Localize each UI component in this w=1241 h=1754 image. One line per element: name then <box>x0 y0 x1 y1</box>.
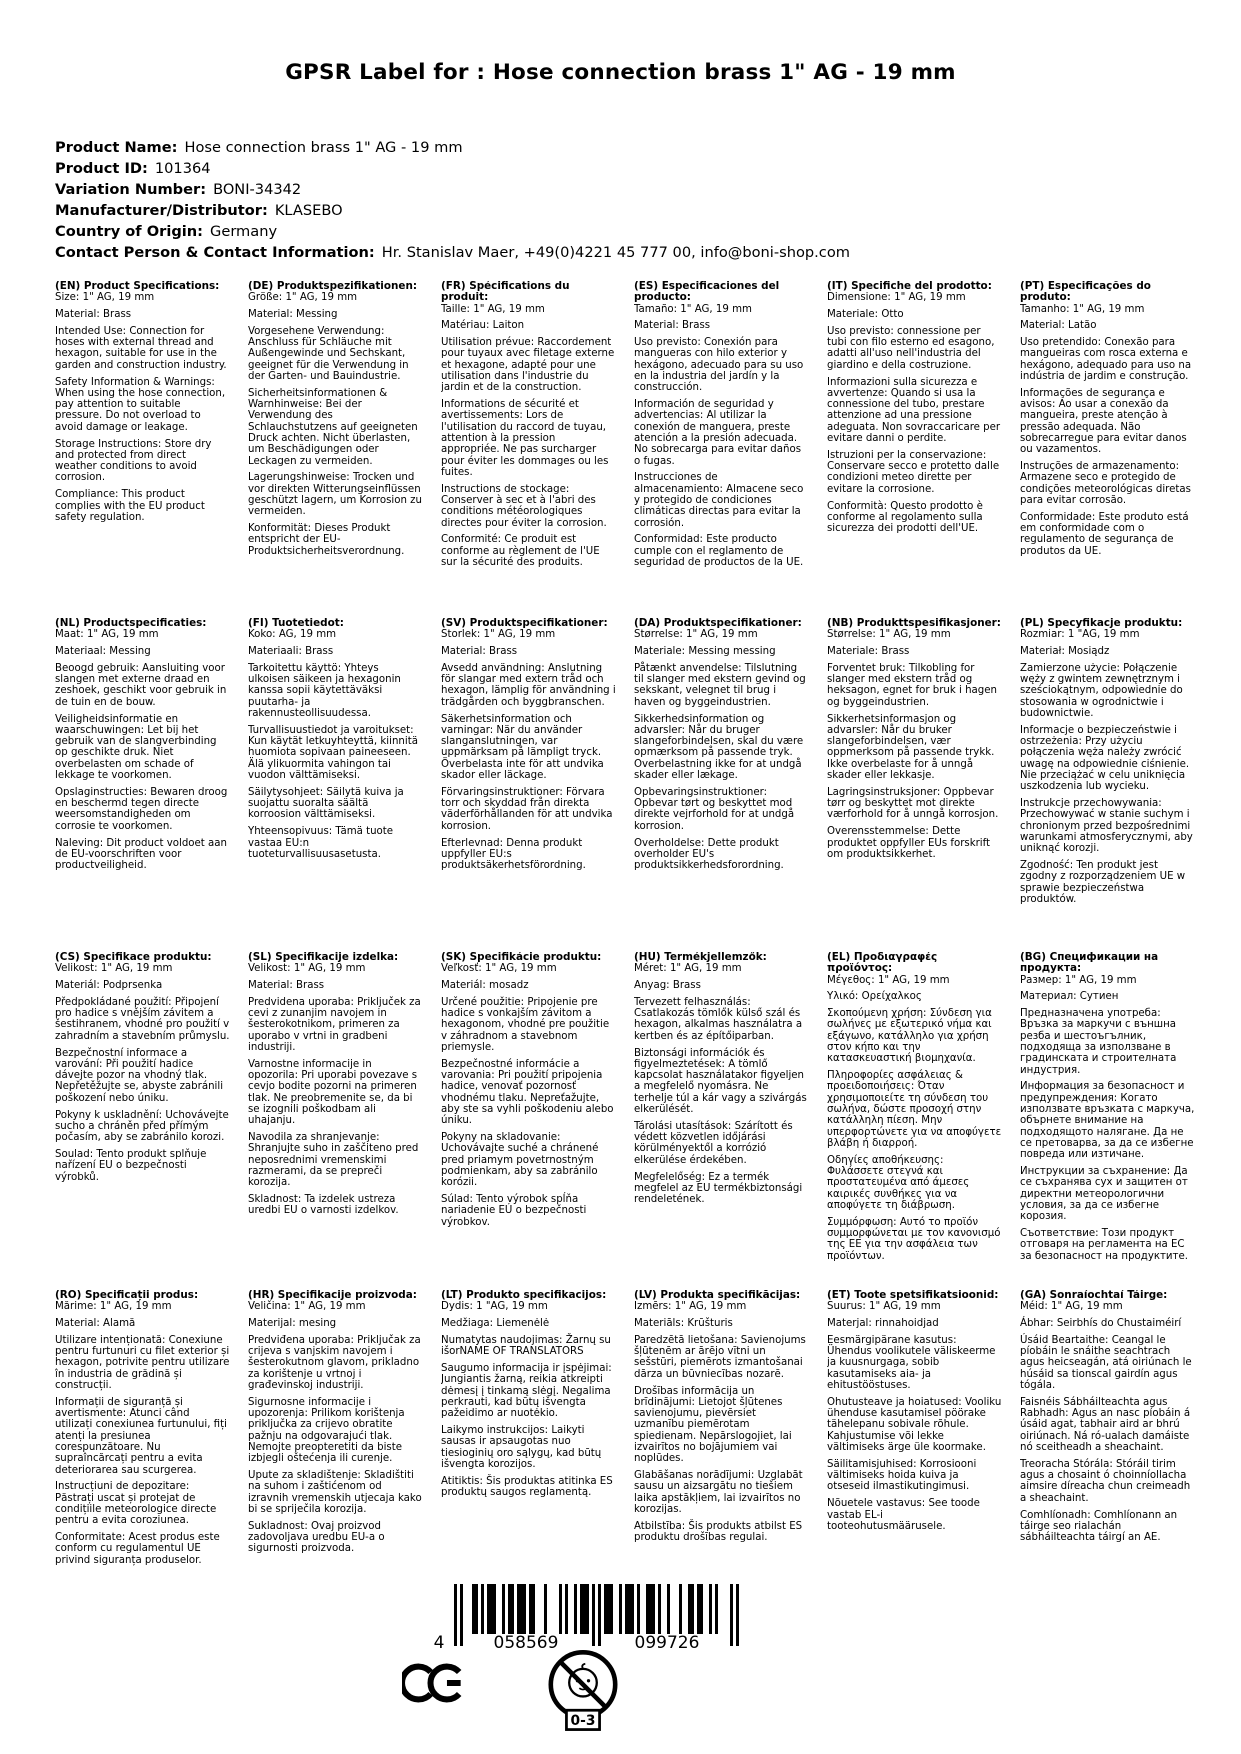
info-label: Product Name: <box>55 139 178 156</box>
lang-block-bg <box>1020 952 1195 1290</box>
block-heading: (NL) Productspecificaties: <box>55 618 207 629</box>
block-heading: (DA) Produktspecifikationer: <box>634 618 802 629</box>
block-paragraph: Ohutusteave ja hoiatused: Vooliku ühenduse kasutamisel pöörake tähelepanu sobivale rõhule. Kahjustumise või lekke vältimiseks ärge üle koormake. <box>827 1396 1002 1454</box>
block-paragraph: Предназначена употреба: Връзка за маркучи с външна резба и шестоъгълник, подходяща за използване в градинската и строителната индустрия. <box>1020 1008 1177 1076</box>
block-paragraph: Информация за безопасност и предупреждения: Когато използвате връзката с маркуча, обърнете внимание на подходящото налягане. Да не се претоварва, за да се избегне повреда или изтичане. <box>1020 1081 1195 1161</box>
lang-block-nl <box>55 618 230 952</box>
block-paragraph: Intended Use: Connection for hoses with external thread and hexagon, suitable for use in the garden and construction industry. <box>55 325 227 371</box>
block-paragraph: Materiale: Brass <box>827 646 910 658</box>
info-line <box>55 138 850 159</box>
block-paragraph: Säkerhetsinformation och varningar: När du använder slanganslutningen, var uppmärksam på lämpligt tryck. Överbelasta inte för att undvika skador eller läckage. <box>441 713 604 782</box>
block-paragraph: Opbevaringsinstruktioner: Opbevar tørt og beskyttet mod direkte vejrforhold for at undgå korrosion. <box>634 786 795 832</box>
info-value: 101364 <box>154 159 211 177</box>
lang-block-en <box>55 281 230 618</box>
ean13-barcode-svg <box>428 1582 746 1652</box>
block-paragraph: Informazioni sulla sicurezza e avvertenze: Quando si usa la connessione del tubo, prestare attenzione ad una pressione adeguata. Non sovraccaricare per evitare danni o perdite. <box>827 376 1001 445</box>
lang-block-it <box>827 281 1002 618</box>
block-paragraph: Материал: Сутиен <box>1020 991 1119 1003</box>
block-paragraph: Sikkerhetsinformasjon og advarsler: Når du bruker slangeforbindelsen, vær oppmerksom på passende trykk. Ikke overbelaste for å unngå skader eller lekkasje. <box>827 713 995 782</box>
block-paragraph: Suurus: 1" AG, 19 mm <box>827 1301 941 1313</box>
block-paragraph: Størrelse: 1" AG, 19 mm <box>634 629 758 641</box>
info-line <box>55 222 850 243</box>
block-paragraph: Faisnéis Sábháilteachta agus Rabhadh: Agus an nasc píobáin á úsáid agat, tabhair aird ar bhrú oiriúnach. Ná ró-ualach damáiste nó sceitheadh a sheachaint. <box>1020 1396 1191 1454</box>
info-label: Contact Person & Contact Information: <box>55 243 375 261</box>
info-line <box>55 201 850 222</box>
block-paragraph: Uso previsto: connessione per tubi con filo esterno ed esagono, adatti all'uso nell'industria del giardino e della costruzione. <box>827 325 995 371</box>
block-paragraph: Storlek: 1" AG, 19 mm <box>441 629 556 641</box>
block-heading: (PL) Specyfikacje produktu: <box>1020 618 1183 629</box>
block-paragraph: Glabāšanas norādījumi: Uzglabāt sausu un aizsargātu no tiešiem laika apstākļiem, lai izvairītos no korozijas. <box>634 1470 803 1516</box>
block-heading: (EL) Προδιαγραφές προϊόντος: <box>827 952 938 975</box>
block-heading: (HR) Specifikacije proizvoda: <box>248 1290 417 1301</box>
block-heading: (DE) Produktspezifikationen: <box>248 281 417 292</box>
block-paragraph: Säilitamisjuhised: Korrosiooni vältimiseks hoida kuiva ja otseseid ilmastikutingimusi. <box>827 1458 977 1493</box>
block-paragraph: Instructions de stockage: Conserver à sec et à l'abri des conditions météorologiques directes pour éviter la corrosion. <box>441 483 607 529</box>
block-paragraph: Utilizare intenționată: Conexiune pentru furtunuri cu filet exterior și hexagon, potrivite pentru utilizare în industria de grădină și construcții. <box>55 1334 230 1392</box>
block-paragraph: Uso pretendido: Conexão para mangueiras com rosca externa e hexágono, adequado para uso na indústria de jardim e construção. <box>1020 337 1192 383</box>
block-heading: (ET) Toote spetsifikatsioonid: <box>827 1290 999 1301</box>
block-paragraph: Predvidena uporaba: Priključek za cevi z zunanjim navojem in šesterokotnikom, primeren za uporabo v vrtni in gradbeni industriji. <box>248 996 421 1054</box>
block-paragraph: Soulad: Tento produkt splňuje nařízení EU o bezpečnosti výrobků. <box>55 1148 207 1183</box>
block-paragraph: Forventet bruk: Tilkobling for slanger med ekstern tråd og heksagon, egnet for bruk i hagen og byggeindustrien. <box>827 662 997 708</box>
block-paragraph: Súlad: Tento výrobok spĺňa nariadenie EÚ o bezpečnosti výrobkov. <box>441 1194 587 1228</box>
block-paragraph: Συμμόρφωση: Αυτό το προϊόν συμμορφώνεται με τον κανονισμό της ΕΕ για την ασφάλεια των προϊόντων. <box>827 1216 1001 1262</box>
age-warning-label: 0-3 <box>570 1712 596 1729</box>
block-paragraph: Sikkerhedsinformation og advarsler: Når du bruger slangeforbindelsen, skal du være opmærksom på passende tryk. Overbelastning ikke for at undgå skader eller lækage. <box>634 713 804 782</box>
block-paragraph: Maat: 1" AG, 19 mm <box>55 629 159 641</box>
block-paragraph: Vorgesehene Verwendung: Anschluss für Schläuche mit Außengewinde und Sechskant, geeignet für die Verwendung in der Garten- und Bauindustrie. <box>248 325 409 383</box>
block-paragraph: Μέγεθος: 1" AG, 19 mm <box>827 974 950 986</box>
block-paragraph: Materiał: Mosiądz <box>1020 646 1110 658</box>
block-heading: (PT) Especificações do produto: <box>1020 281 1151 304</box>
block-heading: (RO) Specificații produs: <box>55 1290 199 1301</box>
lang-block-da <box>634 618 809 952</box>
block-paragraph: Tárolási utasítások: Szárított és védett közvetlen időjárási körülményektől a korrózió elkerülése érdekében. <box>634 1120 793 1166</box>
block-paragraph: Instrucțiuni de depozitare: Păstrați uscat și protejat de condițiile meteorologice directe pentru a evita coroziunea. <box>55 1481 217 1527</box>
block-paragraph: Anyag: Brass <box>634 980 701 992</box>
block-paragraph: Méid: 1" AG, 19 mm <box>1020 1301 1123 1313</box>
lang-block-sl <box>248 952 423 1290</box>
block-paragraph: Turvallisuustiedot ja varoitukset: Kun käytät letkuyhteyttä, kiinnitä huomiota sopivaan paineeseen. Älä ylikuormita vahingon tai vuodon välttämiseksi. <box>248 724 418 782</box>
block-paragraph: Tarkoitettu käyttö: Yhteys ulkoisen säikeen ja hexagonin kanssa sopii käytettäväksi puutarha- ja rakennusteollisuudessa. <box>248 662 401 720</box>
block-heading: (HU) Termékjellemzők: <box>634 952 767 963</box>
lang-block-sv <box>441 618 616 952</box>
block-paragraph: Veličina: 1" AG, 19 mm <box>248 1301 366 1313</box>
block-paragraph: Lagerungshinweise: Trocken und vor direkten Witterungseinflüssen geschützt lagern, um Korrosion zu vermeiden. <box>248 472 422 518</box>
block-paragraph: Eesmärgipärane kasutus: Ühendus voolikutele väliskeerme ja kuusnurgaga, sobib kasutamiseks aia- ja ehitustööstuses. <box>827 1334 996 1392</box>
block-paragraph: Material: Alamă <box>55 1318 136 1330</box>
block-paragraph: Skladnost: Ta izdelek ustreza uredbi EU o varnosti izdelkov. <box>248 1194 399 1217</box>
block-paragraph: Overensstemmelse: Dette produktet oppfyller EUs forskrift om produktsikkerhet. <box>827 826 991 860</box>
product-info-section <box>55 138 850 263</box>
block-paragraph: Размер: 1" AG, 19 mm <box>1020 974 1137 986</box>
info-line <box>55 180 850 201</box>
block-paragraph: Medžiaga: Liemenėlė <box>441 1318 550 1330</box>
block-paragraph: Compliance: This product complies with the EU product safety regulation. <box>55 489 205 523</box>
block-paragraph: Υλικό: Ορείχαλκος <box>827 991 922 1003</box>
lang-block-hu <box>634 952 809 1290</box>
block-paragraph: Sicherheitsinformationen & Warnhinweise: Bei der Verwendung des Schlauchstutzens auf geeigneten Druck achten. Nicht überlasten, um Beschädigungen oder Leckagen zu vermeiden. <box>248 387 418 467</box>
block-paragraph: Atbilstība: Šis produkts atbilst ES produktu drošības regulai. <box>634 1520 803 1544</box>
lang-block-lv <box>634 1290 809 1566</box>
block-paragraph: Opslaginstructies: Bewaren droog en beschermd tegen directe weersomstandigheden om corrosie te voorkomen. <box>55 786 228 832</box>
block-paragraph: Lagringsinstruksjoner: Oppbevar tørr og beskyttet mot direkte værforhold for å unngå korrosjon. <box>827 786 999 821</box>
info-label: Product ID: <box>55 159 148 177</box>
block-paragraph: Drošības informācija un brīdinājumi: Lietojot šļūtenes savienojumu, pievērsiet uzmanību piemērotam spiedienam. Nepārslogojiet, lai izvairītos no bojājumiem vai noplūdes. <box>634 1385 792 1465</box>
page-title: GPSR Label for : Hose connection brass 1" AG - 19 mm <box>285 60 956 85</box>
block-paragraph: Materiál: mosadz <box>441 980 529 992</box>
block-paragraph: Съответствие: Този продукт отговаря на регламента на ЕС за безопасност на продуктите. <box>1020 1228 1188 1262</box>
block-paragraph: Navodila za shranjevanje: Shranjujte suho in zaščiteno pred neposrednimi vremenskimi razmerami, da se prepreči korozija. <box>248 1132 419 1189</box>
block-paragraph: Yhteensopivuus: Tämä tuote vastaa EU:n tuoteturvallisuusasetusta. <box>248 826 394 860</box>
block-paragraph: Paredzētā lietošana: Savienojums šļūtenēm ar ārējo vītni un sešstūri, piemērots izmantošanai dārza un būvniecības nozarē. <box>634 1334 806 1380</box>
lang-block-es <box>634 281 809 618</box>
block-paragraph: Biztonsági információk és figyelmeztetések: A tömlő kapcsolat használatakor figyeljen a megfelelő nyomásra. Ne terhelje túl a kár vagy a szivárgás elkerülését. <box>634 1047 807 1116</box>
block-paragraph: Předpokládané použití: Připojení pro hadice s vnějším závitem a šestihranem, vhodné pro použití v zahradním a stavebním průmyslu. <box>55 996 230 1042</box>
block-paragraph: Pokyny na skladovanie: Uchovávajte suché a chránené pred priamym povetrnostným podmienkam, aby sa zabránilo korózii. <box>441 1132 599 1189</box>
block-paragraph: Σκοπούμενη χρήση: Σύνδεση για σωλήνες με εξωτερικό νήμα και εξάγωνο, κατάλληλο για χρήση στον κήπο και την κατασκευαστική βιομηχανία. <box>827 1008 992 1065</box>
block-paragraph: Treoracha Stórála: Stóráil tirim agus a chosaint ó choinníollacha aimsire díreacha chun creimeadh a sheachaint. <box>1020 1458 1191 1504</box>
block-paragraph: Инструкции за съхранение: Да се съхранява сух и защитен от директни метеорологични условия, за да се избегне корозия. <box>1020 1166 1188 1223</box>
block-paragraph: Conformidad: Este producto cumple con el reglamento de seguridad de productos de la UE. <box>634 534 804 569</box>
block-heading: (LT) Produkto specifikacijos: <box>441 1290 607 1301</box>
block-paragraph: Påtænkt anvendelse: Tilslutning til slanger med ekstern gevind og sekskant, velegnet til brug i haven og byggeindustrien. <box>634 662 806 708</box>
block-heading: (GA) Sonraíochtaí Táirge: <box>1020 1290 1168 1301</box>
block-paragraph: Velikost: 1" AG, 19 mm <box>55 963 173 975</box>
lang-block-fi <box>248 618 423 952</box>
block-paragraph: Mărime: 1" AG, 19 mm <box>55 1301 172 1313</box>
block-paragraph: Informações de segurança e avisos: Ao usar a conexão da mangueira, preste atenção à pressão adequada. Não sobrecarregue para evitar danos ou vazamentos. <box>1020 387 1187 456</box>
block-paragraph: Saugumo informacija ir įspėjimai: Jungiantis žarną, reikia atkreipti dėmesį į tinkamą slėgį. Negalima perkrauti, kad būtų išvengta pažeidimo ar nuotėkio. <box>441 1362 612 1420</box>
age-warning-0-3-icon <box>546 1644 620 1740</box>
block-paragraph: Materiaal: Messing <box>55 646 151 658</box>
block-paragraph: Materiāls: Krūšturis <box>634 1318 733 1330</box>
block-paragraph: Efterlevnad: Denna produkt uppfyller EU:s produktsäkerhetsförordning. <box>441 837 586 872</box>
lang-block-hr <box>248 1290 423 1566</box>
block-paragraph: Størrelse: 1" AG, 19 mm <box>827 629 951 641</box>
block-paragraph: Storage Instructions: Store dry and protected from direct weather conditions to avoid corrosion. <box>55 438 212 484</box>
block-paragraph: Utilisation prévue: Raccordement pour tuyaux avec filetage externe et hexagone, adapté pour une utilisation dans l'industrie du jardin et de la construction. <box>441 337 615 394</box>
block-paragraph: Materjal: rinnahoidjad <box>827 1318 939 1330</box>
block-heading: (ES) Especificaciones del producto: <box>634 281 780 304</box>
ce-mark-icon <box>402 1660 464 1710</box>
block-paragraph: Veľkosť: 1" AG, 19 mm <box>441 963 557 975</box>
block-heading: (SL) Specifikacije izdelka: <box>248 952 399 963</box>
block-paragraph: Tamanho: 1" AG, 19 mm <box>1020 303 1145 315</box>
block-paragraph: Sigurnosne informacije i upozorenja: Prilikom korištenja priključka za crijevo obratite pažnju na odgovarajući tlak. Nemojte preopteretiti da biste izbjegli oštećenja ili curenje. <box>248 1396 405 1465</box>
block-paragraph: Varnostne informacije in opozorila: Pri uporabi povezave s cevjo bodite pozorni na primeren tlak. Ne preobremenite se, da bi se izognili poškodbam ali uhajanju. <box>248 1058 418 1127</box>
block-paragraph: Safety Information & Warnings: When using the hose connection, pay attention to suitable pressure. Do not overload to avoid damage or leakage. <box>55 376 226 433</box>
block-paragraph: Material: Brass <box>55 309 132 321</box>
block-paragraph: Ábhar: Seirbhís do Chustaiméirí <box>1020 1318 1182 1330</box>
lang-block-el <box>827 952 1002 1290</box>
block-heading: (LV) Produkta specifikācijas: <box>634 1290 801 1301</box>
info-value: BONI-34342 <box>213 180 302 198</box>
block-paragraph: Atitiktis: Šis produktas atitinka ES produktų saugos reglamentą. <box>441 1475 613 1498</box>
block-paragraph: Material: Latão <box>1020 320 1097 332</box>
block-paragraph: Conformité: Ce produit est conforme au règlement de l'UE sur la sécurité des produits. <box>441 534 600 569</box>
info-label: Manufacturer/Distributor: <box>55 201 268 219</box>
block-paragraph: Informații de siguranță și avertismente: Atunci când utilizați conexiunea furtunului, fiți atenți la presiunea corespunzătoare. Nu supraîncărcați pentru a evita deteriorarea sau scurgerea. <box>55 1396 227 1476</box>
block-heading: (FI) Tuotetiedot: <box>248 618 344 629</box>
info-label: Variation Number: <box>55 180 207 198</box>
block-paragraph: Velikost: 1" AG, 19 mm <box>248 963 366 975</box>
info-value: Hr. Stanislav Maer, +49(0)4221 45 777 00, info@boni-shop.com <box>381 243 850 261</box>
info-line <box>55 243 850 264</box>
block-heading: (BG) Спецификации на продукта: <box>1020 952 1159 975</box>
block-paragraph: Información de seguridad y advertencias: Al utilizar la conexión de manguera, preste atención a la presión adecuada. No sobrecarga para evitar daños o fugas. <box>634 399 802 467</box>
block-paragraph: Nõuetele vastavus: See toode vastab EL-i tooteohutusmäärusele. <box>827 1498 980 1532</box>
block-heading: (SK) Špecifikácie produktu: <box>441 952 602 963</box>
block-paragraph: Materiál: Podprsenka <box>55 980 163 992</box>
block-paragraph: Size: 1" AG, 19 mm <box>55 292 155 304</box>
block-paragraph: Conformidade: Este produto está em conformidade com o regulamento de segurança de produtos da UE. <box>1020 511 1189 557</box>
block-paragraph: Laikymo instrukcijos: Laikyti sausas ir apsaugotas nuo tiesioginių oro sąlygų, kad būtų išvengta korozijos. <box>441 1424 602 1470</box>
block-paragraph: Bezpečnostné informácie a varovania: Pri použití pripojenia hadice, venovať pozornosť vhodnému tlaku. Nepreťažujte, aby ste sa vyhli poškodeniu alebo úniku. <box>441 1058 614 1127</box>
block-paragraph: Veiligheidsinformatie en waarschuwingen: Let bij het gebruik van de slangverbinding op geschikte druk. Niet overbelasten om schade of lekkage te voorkomen. <box>55 713 217 782</box>
block-paragraph: Istruzioni per la conservazione: Conservare secco e protetto dalle condizioni meteo dirette per evitare la corrosione. <box>827 449 1000 495</box>
block-paragraph: Πληροφορίες ασφάλειας & προειδοποιήσεις: Όταν χρησιμοποιείτε τη σύνδεση του σωλήνα, δώστε προσοχή στην κατάλληλη πίεση. Μην υπερφορτώνετε για να αποφύγετε βλάβη ή διαρροή. <box>827 1070 1002 1149</box>
block-paragraph: Instruções de armazenamento: Armazene seco e protegido de condições meteorológicas diretas para evitar corrosão. <box>1020 461 1191 507</box>
block-paragraph: Overholdelse: Dette produkt overholder EU's produktsikkerhedsforordning. <box>634 837 784 872</box>
block-heading: (NB) Produkttspesifikasjoner: <box>827 618 1001 629</box>
block-heading: (FR) Spécifications du produit: <box>441 281 570 304</box>
block-paragraph: Informations de sécurité et avertissements: Lors de l'utilisation du raccord de tuyau, attention à la pression appropriée. Ne pas surcharger pour éviter les dommages ou les fuites. <box>441 399 609 478</box>
block-paragraph: Matériau: Laiton <box>441 320 525 332</box>
block-paragraph: Méret: 1" AG, 19 mm <box>634 963 742 975</box>
block-paragraph: Konformität: Dieses Produkt entspricht der EU-Produktsicherheitsverordnung. <box>248 523 405 557</box>
lang-block-pl <box>1020 618 1195 952</box>
block-paragraph: Conformitate: Acest produs este conform cu regulamentul UE privind siguranța produselor. <box>55 1532 220 1566</box>
lang-block-cs <box>55 952 230 1290</box>
block-paragraph: Tervezett felhasználás: Csatlakozás tömlők külső szál és hexagon, alkalmas használatra a kertben és az építőiparban. <box>634 996 803 1042</box>
block-paragraph: Izmērs: 1" AG, 19 mm <box>634 1301 747 1313</box>
barcode-digit-group: 099726 <box>634 1633 700 1652</box>
info-line <box>55 159 850 180</box>
block-paragraph: Οδηγίες αποθήκευσης: Φυλάσσετε στεγνά και προστατευμένα από άμεσες καιρικές συνθήκες για να αποφύγετε τη διάβρωση. <box>827 1154 970 1211</box>
block-paragraph: Material: Messing <box>248 309 338 321</box>
block-paragraph: Größe: 1" AG, 19 mm <box>248 292 358 304</box>
info-label: Country of Origin: <box>55 222 204 240</box>
block-paragraph: Informacje o bezpieczeństwie i ostrzeżenia: Przy użyciu połączenia węża należy zwrócić uwagę na odpowiednie ciśnienie. Nie przeciążać w celu uniknięcia uszkodzenia lub wycieku. <box>1020 724 1190 793</box>
block-paragraph: Materiaali: Brass <box>248 646 334 658</box>
lang-block-nb <box>827 618 1002 952</box>
block-paragraph: Bezpečnostní informace a varování: Při použití hadice dávejte pozor na vhodný tlak. Nepřetěžujte se, abyste zabránili poškození nebo úniku. <box>55 1047 224 1104</box>
lang-block-ga <box>1020 1290 1195 1566</box>
block-paragraph: Upute za skladištenje: Skladištiti na suhom i zaštićenom od izravnih vremenskih utjecaja kako bi se spriječila korozija. <box>248 1470 422 1516</box>
block-heading: (CS) Specifikace produktu: <box>55 952 212 963</box>
lang-block-et <box>827 1290 1002 1566</box>
block-paragraph: Material: Brass <box>634 320 711 332</box>
block-paragraph: Avsedd användning: Anslutning för slangar med extern tråd och hexagon, lämplig för användning i trädgården och byggbranschen. <box>441 662 616 708</box>
block-paragraph: Förvaringsinstruktioner: Förvara torr och skyddad från direkta väderförhållanden för att undvika korrosion. <box>441 786 613 832</box>
lang-block-pt <box>1020 281 1195 618</box>
lang-block-sk <box>441 952 616 1290</box>
block-paragraph: Koko: AG, 19 mm <box>248 629 337 641</box>
block-paragraph: Instrukcje przechowywania: Przechowywać w stanie suchym i chronionym przed bezpośrednimi warunkami atmosferycznymi, aby uniknąć korozji. <box>1020 798 1193 855</box>
block-paragraph: Material: Brass <box>441 646 518 658</box>
lang-block-ro <box>55 1290 230 1566</box>
block-paragraph: Naleving: Dit product voldoet aan de EU-voorschriften voor productveiligheid. <box>55 837 227 872</box>
block-heading: (EN) Product Specifications: <box>55 281 220 292</box>
info-value: Hose connection brass 1" AG - 19 mm <box>184 139 463 156</box>
block-paragraph: Beoogd gebruik: Aansluiting voor slangen met externe draad en zeshoek, geschikt voor gebruik in de tuin en de bouw. <box>55 662 227 708</box>
lang-block-de <box>248 281 423 618</box>
block-paragraph: Conformità: Questo prodotto è conforme al regolamento sulla sicurezza dei prodotti dell'UE. <box>827 500 983 535</box>
barcode-digit-group: 4 <box>433 1633 445 1652</box>
block-paragraph: Material: Brass <box>248 980 325 992</box>
block-paragraph: Megfelelőség: Ez a termék megfelel az EU termékbiztonsági rendeletének. <box>634 1171 803 1206</box>
block-paragraph: Materijal: mesing <box>248 1318 337 1330</box>
block-paragraph: Säilytysohjeet: Säilytä kuiva ja suojattu suoralta säältä korroosion välttämiseksi. <box>248 786 404 821</box>
block-paragraph: Zamierzone użycie: Połączenie węży z gwintem zewnętrznym i sześciokątnym, odpowiednie do stosowania w ogrodnictwie i budownictwie. <box>1020 662 1183 720</box>
block-paragraph: Pokyny k uskladnění: Uchovávejte sucho a chráněn před přímým počasím, aby se zabránilo korozi. <box>55 1109 229 1144</box>
block-paragraph: Dimensione: 1" AG, 19 mm <box>827 292 966 304</box>
barcode-digit-group: 058569 <box>493 1633 559 1652</box>
block-paragraph: Predviđena uporaba: Priključak za crijeva s vanjskim navojem i šesterokutnom glavom, prikladno za korištenje u vrtnoj i građevinskoj industriji. <box>248 1334 421 1392</box>
block-paragraph: Uso previsto: Conexión para mangueras con hilo exterior y hexágono, adecuado para su uso en la industria del jardín y la construcción. <box>634 337 804 394</box>
info-value: KLASEBO <box>274 201 343 219</box>
block-paragraph: Tamaño: 1" AG, 19 mm <box>634 303 752 315</box>
lang-block-lt <box>441 1290 616 1566</box>
block-paragraph: Dydis: 1 "AG, 19 mm <box>441 1301 548 1313</box>
block-paragraph: Sukladnost: Ovaj proizvod zadovoljava uredbu EU-a o sigurnosti proizvoda. <box>248 1520 385 1555</box>
block-paragraph: Numatytas naudojimas: Žarnų su išorNAME OF TRANSLATORS <box>441 1334 611 1358</box>
block-paragraph: Zgodność: Ten produkt jest zgodny z rozporządzeniem UE w sprawie bezpieczeństwa produktów. <box>1020 860 1186 906</box>
lang-block-fr <box>441 281 616 618</box>
block-paragraph: Instrucciones de almacenamiento: Almacene seco y protegido de condiciones climáticas directas para evitar la corrosión. <box>634 472 804 529</box>
block-paragraph: Taille: 1" AG, 19 mm <box>441 303 545 315</box>
block-paragraph: Úsáid Beartaithe: Ceangal le píobáin le snáithe seachtrach agus heicseagán, atá oiriúnach le húsáid sa tionscal gairdín agus tógála. <box>1020 1334 1192 1392</box>
block-paragraph: Určené použitie: Pripojenie pre hadice s vonkajším závitom a hexagonom, vhodné pre použitie v záhradnom a stavebnom priemysle. <box>441 996 610 1054</box>
block-paragraph: Comhlíonadh: Comhlíonann an táirge seo rialachán sábháilteachta táirgí an AE. <box>1020 1509 1178 1544</box>
block-paragraph: Materiale: Messing messing <box>634 646 776 658</box>
block-paragraph: Rozmiar: 1 "AG, 19 mm <box>1020 629 1140 641</box>
language-specifications-grid <box>55 281 1195 1566</box>
info-value: Germany <box>210 222 278 240</box>
block-heading: (SV) Produktspecifikationer: <box>441 618 608 629</box>
block-paragraph: Materiale: Otto <box>827 309 904 321</box>
block-heading: (IT) Specifiche del prodotto: <box>827 281 992 292</box>
